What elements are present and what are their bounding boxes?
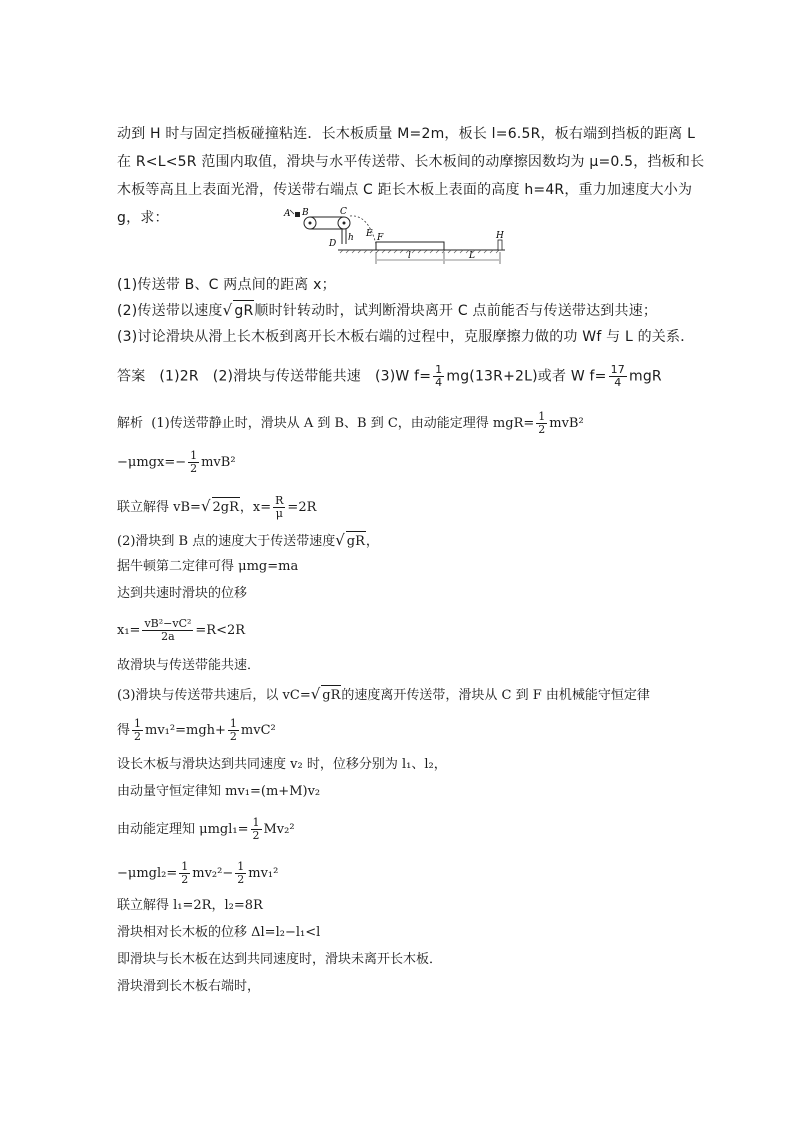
slider-block [295, 212, 300, 217]
solution-line-12: 由动量守恒定律知 mv₁=(m+M)v₂ [117, 784, 321, 799]
solution-line-10: 得 $\frac{1}{2}$ mv₁²=mgh+ $\frac{1}{2}$ mvC² [117, 717, 276, 743]
solution-line-14: −μmgl₂= $\frac{1}{2}$ mv₂²− $\frac{1}{2}$ mv₁² [117, 860, 279, 886]
solution-line-2: −μmgx=− $\frac{1}{2}$ mvB² [117, 449, 236, 475]
solution-line-8: 故滑块与传送带能共速． [117, 658, 261, 673]
label-l: l [408, 251, 411, 261]
question-3: (3)讨论滑块从滑上长木板到离开长木板右端的过程中，克服摩擦力做的功 Wf 与 L 的关系． [117, 329, 695, 345]
question-1: (1)传送带 B、C 两点间的距离 x； [117, 277, 336, 293]
barrier [498, 240, 502, 250]
label-L: L [469, 251, 475, 261]
solution-line-18: 滑块滑到长木板右端时， [117, 979, 261, 994]
solution-line-17: 即滑块与长木板在达到共同速度时，滑块未离开长木板． [117, 952, 443, 967]
physics-diagram [280, 202, 510, 268]
arrow-icon [290, 210, 294, 214]
solution-line-3: 联立解得 vB=√ 2gR，x= $\frac{R}{\mu}$ =2R [117, 494, 317, 520]
solution-line-7: x₁= $\frac{\text{vB²−vC²}}{2a}$ =R<2R [117, 617, 246, 643]
solution-line-11: 设长木板与滑块达到共同速度 v₂ 时，位移分别为 l₁、l₂， [117, 757, 447, 772]
problem-line-2: 在 R<L<5R 范围内取值，滑块与水平传送带、长木板间的动摩擦因数均为 μ=0.5，挡板和长 [117, 154, 705, 170]
solution-line-6: 达到共速时滑块的位移 [117, 586, 248, 601]
label-E: E [366, 229, 373, 239]
label-D: D [329, 239, 337, 249]
label-C: C [340, 207, 347, 217]
label-H: H [496, 231, 504, 241]
label-F: F [377, 233, 384, 243]
solution-line-16: 滑块相对长木板的位移 Δl=l₂−l₁<l [117, 925, 321, 940]
solution-line-5: 据牛顿第二定律可得 μmg=ma [117, 559, 299, 574]
question-2: (2)传送带以速度√ gR顺时针转动时，试判断滑块离开 C 点前能否与传送带达到共速； [117, 301, 658, 319]
answer-line: 答案 (1)2R (2)滑块与传送带能共速 (3)W f= $\frac{1}{4}$ mg(13R+2L)或者 W f= $\frac{17}{4}$ mgR [117, 363, 662, 389]
problem-line-4: g，求： [117, 210, 169, 226]
label-h: h [348, 233, 354, 243]
solution-line-15: 联立解得 l₁=2R，l₂=8R [117, 898, 263, 913]
label-A: A [284, 209, 291, 219]
solution-line-13: 由动能定理知 μmgl₁= $\frac{1}{2}$ Mv₂² [117, 816, 295, 842]
long-board [376, 242, 444, 250]
solution-line-9: (3)滑块与传送带共速后，以 vC=√ gR的速度离开传送带，滑块从 C 到 F 由机械能守恒定律 [117, 684, 650, 706]
conveyor-belt [304, 217, 350, 229]
solution-line-1: 解析 (1)传送带静止时，滑块从 A 到 B、B 到 C，由动能定理得 mgR= $\frac{1}{2}$ mvB² [117, 410, 584, 436]
problem-line-3: 木板等高且上表面光滑，传送带右端点 C 距长木板上表面的高度 h=4R，重力加速度大小为 [117, 182, 693, 198]
solution-line-4: (2)滑块到 B 点的速度大于传送带速度√ gR， [117, 530, 379, 552]
problem-line-1: 动到 H 时与固定挡板碰撞粘连．长木板质量 M=2m，板长 l=6.5R，板右端到挡板的距离 L [117, 126, 696, 142]
label-B: B [302, 208, 309, 218]
